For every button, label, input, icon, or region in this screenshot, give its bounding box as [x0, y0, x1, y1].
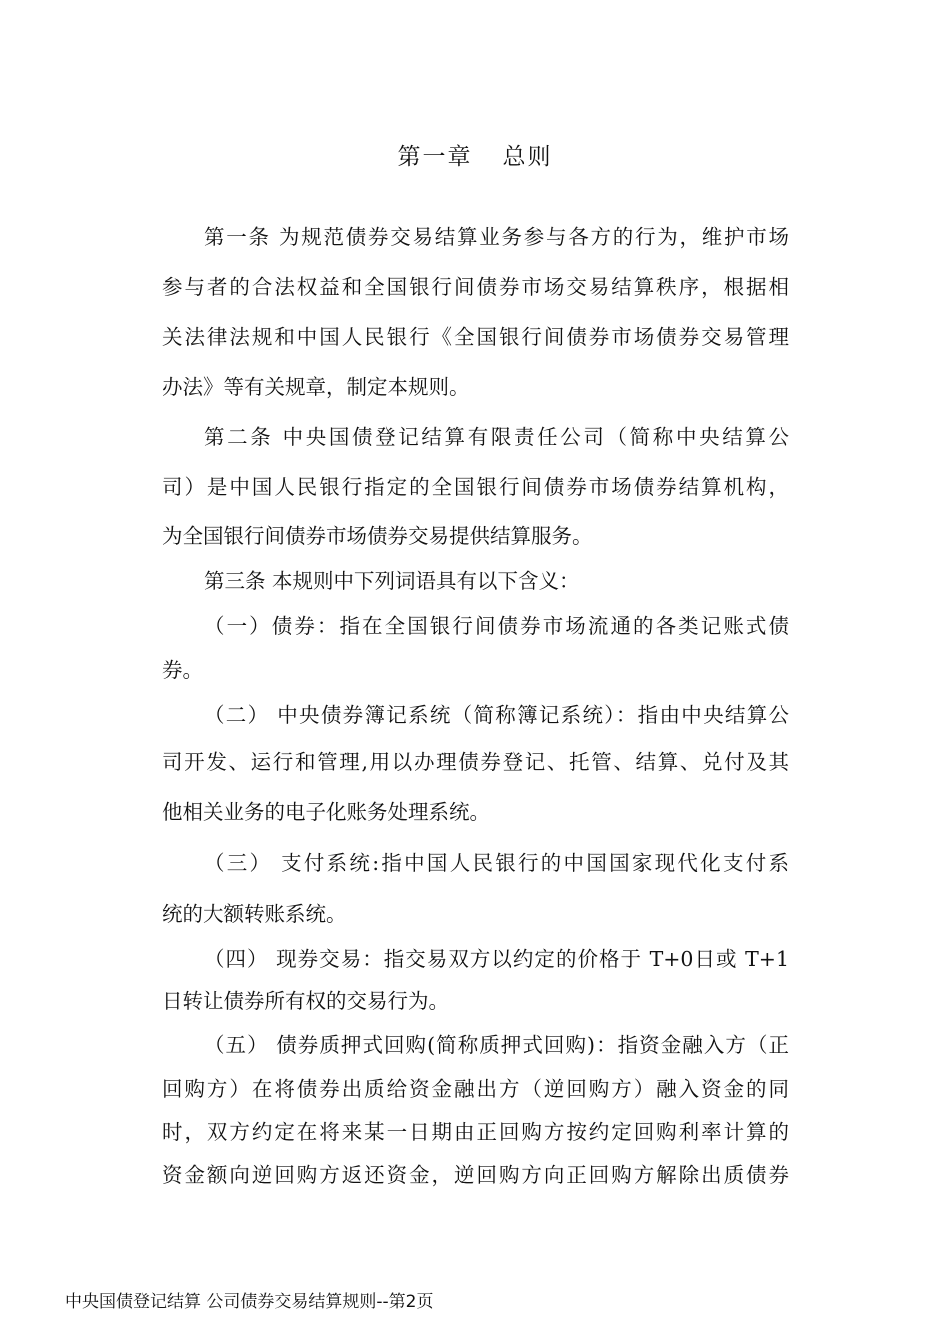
article-1-line-4: 办法》等有关规章，制定本规则。: [162, 375, 470, 399]
item-2-line-2: 司开发、运行和管理,用以办理债券登记、托管、结算、兑付及其: [162, 750, 789, 774]
item-3-line-2: 统的大额转账系统。: [162, 902, 347, 926]
item-2-line-1: （二） 中央债券簿记系统（简称簿记系统）：指由中央结算公: [204, 703, 789, 727]
article-1-line-3: 关法律法规和中国人民银行《全国银行间债券市场债券交易管理: [162, 325, 789, 349]
article-3-line-1: 第三条 本规则中下列词语具有以下含义：: [204, 569, 580, 593]
item-4-line-2: 日转让债券所有权的交易行为。: [162, 989, 449, 1013]
item-3-line-1: （三） 支付系统:指中国人民银行的中国国家现代化支付系: [204, 851, 789, 875]
item-5-line-3: 时，双方约定在将来某一日期由正回购方按约定回购利率计算的: [162, 1120, 789, 1144]
item-5-line-4: 资金额向逆回购方返还资金，逆回购方向正回购方解除出质债券: [162, 1163, 789, 1187]
article-1-line-2: 参与者的合法权益和全国银行间债券市场交易结算秩序，根据相: [162, 275, 789, 299]
item-2-line-3: 他相关业务的电子化账务处理系统。: [162, 800, 490, 824]
article-1-line-1: 第一条 为规范债券交易结算业务参与各方的行为，维护市场: [204, 225, 789, 249]
chapter-number: 第一章: [397, 144, 473, 170]
chapter-heading: [0, 138, 950, 171]
item-5-line-1: （五） 债券质押式回购(简称质押式回购)：指资金融入方（正: [204, 1033, 789, 1057]
article-2-line-1: 第二条 中央国债登记结算有限责任公司（简称中央结算公: [204, 425, 789, 449]
article-2-line-2: 司）是中国人民银行指定的全国银行间债券市场债券结算机构，: [162, 475, 789, 499]
item-1-line-1: （一）债券：指在全国银行间债券市场流通的各类记账式债: [204, 614, 789, 638]
article-2-line-3: 为全国银行间债券市场债券交易提供结算服务。: [162, 524, 593, 548]
item-4-line-1: （四） 现券交易：指交易双方以约定的价格于 T+0日或 T+1: [204, 947, 789, 971]
page-footer: 中央国债登记结算 公司债券交易结算规则--第2页: [65, 1292, 434, 1312]
item-1-line-2: 券。: [162, 658, 203, 682]
item-5-line-2: 回购方）在将债券出质给资金融出方（逆回购方）融入资金的同: [162, 1077, 789, 1101]
chapter-title: 总则: [502, 144, 553, 170]
